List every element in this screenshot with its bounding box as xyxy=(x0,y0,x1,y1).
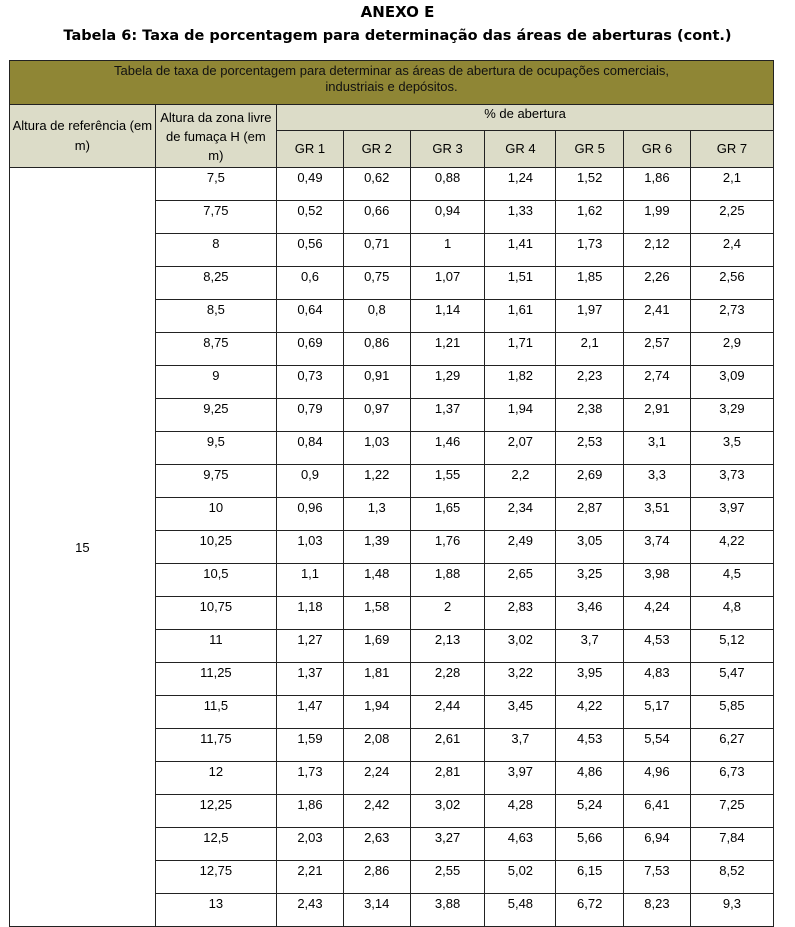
opening-percent-cell: 1,1 xyxy=(277,564,344,597)
opening-percent-cell: 3,3 xyxy=(624,465,691,498)
opening-percent-cell: 3,05 xyxy=(556,531,624,564)
opening-percent-cell: 0,84 xyxy=(277,432,344,465)
opening-percent-cell: 5,47 xyxy=(690,663,773,696)
opening-percent-cell: 4,22 xyxy=(690,531,773,564)
table-caption: Tabela 6: Taxa de porcentagem para determinação das áreas de aberturas (cont.) xyxy=(63,28,732,44)
opening-percent-cell: 2,87 xyxy=(556,498,624,531)
smoke-height-cell: 12,75 xyxy=(155,861,276,894)
opening-percent-cell: 2,24 xyxy=(343,762,410,795)
opening-percent-cell: 2,4 xyxy=(690,234,773,267)
opening-percent-cell: 5,66 xyxy=(556,828,624,861)
opening-percent-cell: 1,03 xyxy=(343,432,410,465)
opening-percent-cell: 1,27 xyxy=(277,630,344,663)
opening-percent-cell: 4,28 xyxy=(485,795,556,828)
opening-percent-cell: 3,74 xyxy=(624,531,691,564)
opening-percent-cell: 1,22 xyxy=(343,465,410,498)
opening-percent-cell: 3,14 xyxy=(343,894,410,927)
opening-percent-cell: 2,9 xyxy=(690,333,773,366)
opening-percent-cell: 3,88 xyxy=(410,894,485,927)
banner-line-2: industriais e depósitos. xyxy=(325,79,458,94)
opening-percent-cell: 1,61 xyxy=(485,300,556,333)
opening-percent-cell: 7,84 xyxy=(690,828,773,861)
opening-percent-cell: 0,64 xyxy=(277,300,344,333)
opening-percent-cell: 4,24 xyxy=(624,597,691,630)
opening-percent-cell: 1,73 xyxy=(556,234,624,267)
header-smoke-free-height: Altura da zona livre de fumaça H (em m) xyxy=(155,105,276,168)
smoke-height-cell: 11,5 xyxy=(155,696,276,729)
opening-percent-cell: 4,53 xyxy=(624,630,691,663)
opening-percent-cell: 3,95 xyxy=(556,663,624,696)
opening-percent-cell: 2,42 xyxy=(343,795,410,828)
smoke-height-cell: 11,75 xyxy=(155,729,276,762)
smoke-height-cell: 13 xyxy=(155,894,276,927)
smoke-height-cell: 8 xyxy=(155,234,276,267)
header-group-3: GR 3 xyxy=(410,131,485,168)
opening-percent-cell: 0,6 xyxy=(277,267,344,300)
opening-percent-cell: 2,74 xyxy=(624,366,691,399)
smoke-height-cell: 12,25 xyxy=(155,795,276,828)
opening-percent-cell: 4,5 xyxy=(690,564,773,597)
smoke-height-cell: 7,75 xyxy=(155,201,276,234)
smoke-height-cell: 11 xyxy=(155,630,276,663)
opening-percent-cell: 0,79 xyxy=(277,399,344,432)
opening-percent-cell: 4,63 xyxy=(485,828,556,861)
opening-percent-cell: 1,94 xyxy=(485,399,556,432)
opening-percent-cell: 3,97 xyxy=(485,762,556,795)
opening-percent-cell: 3,73 xyxy=(690,465,773,498)
opening-percent-cell: 8,52 xyxy=(690,861,773,894)
reference-height-value: 15 xyxy=(10,168,156,927)
smoke-height-cell: 10,75 xyxy=(155,597,276,630)
opening-percent-cell: 1,39 xyxy=(343,531,410,564)
opening-percent-cell: 3,1 xyxy=(624,432,691,465)
opening-percent-cell: 2,65 xyxy=(485,564,556,597)
opening-percent-cell: 1,85 xyxy=(556,267,624,300)
header-group-6: GR 6 xyxy=(624,131,691,168)
opening-percent-cell: 2,12 xyxy=(624,234,691,267)
opening-percent-cell: 0,8 xyxy=(343,300,410,333)
opening-percent-cell: 0,94 xyxy=(410,201,485,234)
opening-percent-cell: 2,41 xyxy=(624,300,691,333)
opening-percent-cell: 0,73 xyxy=(277,366,344,399)
smoke-height-cell: 9 xyxy=(155,366,276,399)
smoke-height-cell: 8,5 xyxy=(155,300,276,333)
table-banner xyxy=(10,61,774,105)
opening-percent-cell: 2,91 xyxy=(624,399,691,432)
opening-percent-cell: 2,63 xyxy=(343,828,410,861)
opening-percent-cell: 1,46 xyxy=(410,432,485,465)
smoke-height-cell: 9,25 xyxy=(155,399,276,432)
opening-percent-cell: 1,73 xyxy=(277,762,344,795)
opening-percent-cell: 1,81 xyxy=(343,663,410,696)
smoke-height-cell: 12,5 xyxy=(155,828,276,861)
opening-percent-cell: 0,91 xyxy=(343,366,410,399)
opening-percent-cell: 2,07 xyxy=(485,432,556,465)
opening-percent-cell: 1,07 xyxy=(410,267,485,300)
opening-percent-cell: 4,8 xyxy=(690,597,773,630)
opening-percent-cell: 0,97 xyxy=(343,399,410,432)
opening-percent-cell: 1,55 xyxy=(410,465,485,498)
smoke-height-cell: 11,25 xyxy=(155,663,276,696)
opening-percent-cell: 2,13 xyxy=(410,630,485,663)
opening-percent-cell: 2,25 xyxy=(690,201,773,234)
opening-percent-cell: 1,97 xyxy=(556,300,624,333)
opening-percent-cell: 0,96 xyxy=(277,498,344,531)
opening-percent-cell: 2 xyxy=(410,597,485,630)
opening-percent-cell: 0,62 xyxy=(343,168,410,201)
opening-percent-cell: 5,54 xyxy=(624,729,691,762)
annex-title: ANEXO E xyxy=(360,3,435,21)
opening-percent-cell: 3,09 xyxy=(690,366,773,399)
smoke-height-cell: 9,5 xyxy=(155,432,276,465)
opening-percent-cell: 2,55 xyxy=(410,861,485,894)
opening-percent-cell: 7,25 xyxy=(690,795,773,828)
opening-percent-cell: 2,61 xyxy=(410,729,485,762)
opening-percent-cell: 2,1 xyxy=(556,333,624,366)
smoke-height-cell: 8,75 xyxy=(155,333,276,366)
opening-percent-cell: 6,73 xyxy=(690,762,773,795)
opening-percent-cell: 3,22 xyxy=(485,663,556,696)
opening-percent-cell: 1,65 xyxy=(410,498,485,531)
opening-percent-cell: 5,24 xyxy=(556,795,624,828)
opening-percent-cell: 5,17 xyxy=(624,696,691,729)
opening-percent-cell: 6,15 xyxy=(556,861,624,894)
header-opening-percent: % de abertura xyxy=(277,105,774,131)
opening-percent-cell: 3,97 xyxy=(690,498,773,531)
header-group-1: GR 1 xyxy=(277,131,344,168)
opening-percent-cell: 4,53 xyxy=(556,729,624,762)
opening-percent-cell: 4,96 xyxy=(624,762,691,795)
opening-percent-cell: 0,71 xyxy=(343,234,410,267)
smoke-height-cell: 10,25 xyxy=(155,531,276,564)
opening-percent-cell: 4,22 xyxy=(556,696,624,729)
opening-percent-cell: 3,7 xyxy=(556,630,624,663)
opening-percent-cell: 2,43 xyxy=(277,894,344,927)
opening-percent-cell: 1,48 xyxy=(343,564,410,597)
opening-percent-cell: 4,86 xyxy=(556,762,624,795)
opening-percent-cell: 1,14 xyxy=(410,300,485,333)
opening-percent-cell: 1,94 xyxy=(343,696,410,729)
opening-percent-cell: 2,1 xyxy=(690,168,773,201)
opening-percent-cell: 2,38 xyxy=(556,399,624,432)
opening-percent-cell: 1,86 xyxy=(277,795,344,828)
opening-percent-cell: 2,73 xyxy=(690,300,773,333)
header-reference-height: Altura de referência (em m) xyxy=(10,105,156,168)
opening-percent-cell: 3,27 xyxy=(410,828,485,861)
opening-percent-cell: 3,98 xyxy=(624,564,691,597)
opening-percent-cell: 5,85 xyxy=(690,696,773,729)
opening-percent-cell: 1,03 xyxy=(277,531,344,564)
smoke-height-cell: 10,5 xyxy=(155,564,276,597)
opening-percent-cell: 2,81 xyxy=(410,762,485,795)
header-group-7: GR 7 xyxy=(690,131,773,168)
opening-percent-cell: 5,12 xyxy=(690,630,773,663)
opening-percent-cell: 4,83 xyxy=(624,663,691,696)
opening-percent-cell: 8,23 xyxy=(624,894,691,927)
opening-percent-cell: 3,02 xyxy=(485,630,556,663)
opening-percent-cell: 5,48 xyxy=(485,894,556,927)
banner-line-1: Tabela de taxa de porcentagem para determinar as áreas de abertura de ocupações comerciais, xyxy=(114,63,669,78)
opening-percent-cell: 1,69 xyxy=(343,630,410,663)
opening-percent-cell: 2,08 xyxy=(343,729,410,762)
opening-percent-cell: 1,52 xyxy=(556,168,624,201)
opening-percent-cell: 6,94 xyxy=(624,828,691,861)
opening-percent-cell: 2,21 xyxy=(277,861,344,894)
opening-percent-cell: 1,29 xyxy=(410,366,485,399)
opening-percent-cell: 0,66 xyxy=(343,201,410,234)
header-group-5: GR 5 xyxy=(556,131,624,168)
opening-percent-cell: 3,7 xyxy=(485,729,556,762)
table-row xyxy=(10,168,774,201)
opening-percent-cell: 2,44 xyxy=(410,696,485,729)
opening-percent-cell: 0,49 xyxy=(277,168,344,201)
smoke-height-cell: 9,75 xyxy=(155,465,276,498)
opening-percent-cell: 1,51 xyxy=(485,267,556,300)
opening-percent-cell: 3,02 xyxy=(410,795,485,828)
opening-percent-cell: 6,41 xyxy=(624,795,691,828)
opening-percent-cell: 2,83 xyxy=(485,597,556,630)
opening-percent-cell: 2,03 xyxy=(277,828,344,861)
opening-percent-cell: 3,5 xyxy=(690,432,773,465)
opening-percent-cell: 2,86 xyxy=(343,861,410,894)
opening-percent-cell: 2,34 xyxy=(485,498,556,531)
opening-percent-cell: 3,25 xyxy=(556,564,624,597)
opening-percent-cell: 1,58 xyxy=(343,597,410,630)
header-group-4: GR 4 xyxy=(485,131,556,168)
opening-percent-cell: 3,45 xyxy=(485,696,556,729)
opening-percent-cell: 1,3 xyxy=(343,498,410,531)
opening-percent-cell: 0,75 xyxy=(343,267,410,300)
opening-percent-cell: 2,53 xyxy=(556,432,624,465)
opening-percent-cell: 3,46 xyxy=(556,597,624,630)
opening-percent-cell: 1,76 xyxy=(410,531,485,564)
opening-percent-cell: 1,41 xyxy=(485,234,556,267)
opening-percent-cell: 2,26 xyxy=(624,267,691,300)
opening-percent-cell: 2,2 xyxy=(485,465,556,498)
opening-percent-cell: 2,69 xyxy=(556,465,624,498)
opening-percent-cell: 9,3 xyxy=(690,894,773,927)
opening-percent-cell: 5,02 xyxy=(485,861,556,894)
opening-percent-cell: 2,57 xyxy=(624,333,691,366)
opening-percent-cell: 2,56 xyxy=(690,267,773,300)
opening-percent-cell: 3,29 xyxy=(690,399,773,432)
opening-percent-cell: 1,37 xyxy=(277,663,344,696)
opening-percent-cell: 6,72 xyxy=(556,894,624,927)
opening-percent-cell: 1,24 xyxy=(485,168,556,201)
smoke-height-cell: 10 xyxy=(155,498,276,531)
opening-percent-cell: 6,27 xyxy=(690,729,773,762)
opening-percent-cell: 0,88 xyxy=(410,168,485,201)
opening-percent-cell: 1,59 xyxy=(277,729,344,762)
opening-percent-cell: 1,86 xyxy=(624,168,691,201)
opening-percent-cell: 1,71 xyxy=(485,333,556,366)
smoke-height-cell: 7,5 xyxy=(155,168,276,201)
opening-percent-cell: 1,82 xyxy=(485,366,556,399)
header-group-2: GR 2 xyxy=(343,131,410,168)
opening-percent-cell: 1 xyxy=(410,234,485,267)
opening-percent-cell: 7,53 xyxy=(624,861,691,894)
opening-percent-cell: 0,69 xyxy=(277,333,344,366)
opening-percent-cell: 0,52 xyxy=(277,201,344,234)
opening-percent-cell: 3,51 xyxy=(624,498,691,531)
opening-percent-cell: 2,28 xyxy=(410,663,485,696)
opening-percent-cell: 1,99 xyxy=(624,201,691,234)
opening-percent-cell: 0,56 xyxy=(277,234,344,267)
opening-percent-cell: 1,18 xyxy=(277,597,344,630)
opening-percent-cell: 1,88 xyxy=(410,564,485,597)
opening-percent-cell: 2,23 xyxy=(556,366,624,399)
smoke-height-cell: 8,25 xyxy=(155,267,276,300)
opening-percent-cell: 0,9 xyxy=(277,465,344,498)
smoke-height-cell: 12 xyxy=(155,762,276,795)
opening-percent-cell: 1,47 xyxy=(277,696,344,729)
opening-percent-cell: 1,62 xyxy=(556,201,624,234)
opening-percent-cell: 1,21 xyxy=(410,333,485,366)
opening-percent-cell: 0,86 xyxy=(343,333,410,366)
opening-percent-cell: 1,37 xyxy=(410,399,485,432)
opening-percent-cell: 2,49 xyxy=(485,531,556,564)
opening-rate-table xyxy=(9,60,774,927)
opening-percent-cell: 1,33 xyxy=(485,201,556,234)
